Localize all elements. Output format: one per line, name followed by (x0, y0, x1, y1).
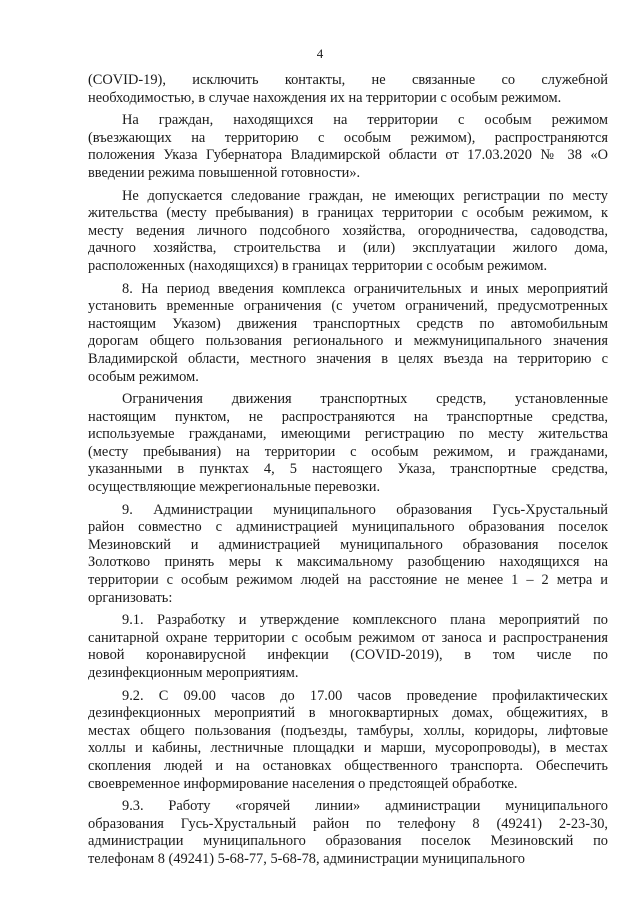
text-line: дезинфекционным мероприятиям. (88, 665, 299, 681)
text-line: введении режима повышенной готовности». (88, 164, 361, 181)
paragraph (88, 188, 608, 276)
text-line: организовать: (88, 589, 173, 606)
paragraph (88, 502, 608, 608)
text-line: 9.3. Работу «горячей линии» администрации муниципального (122, 798, 608, 815)
text-line: используемые гражданами, имеющими регистрацию по месту жительства (88, 426, 608, 443)
text-line: (въезжающих на территорию с особым режимом), распространяются (88, 129, 608, 146)
text-line: администрации муниципального образования поселок Мезиновский по (88, 833, 608, 850)
text-line: расположенных (находящихся) в границах территории с особым режимом. (88, 257, 548, 274)
text-line: положения Указа Губернатора Владимирской области от 17.03.2020 № 38 «О (88, 147, 608, 164)
text-line: Владимирской области, местного значения в целях въезда на территорию с (88, 350, 608, 367)
text-line: 8. На период введения комплекса ограничительных и иных мероприятий (122, 280, 608, 297)
text-line: холлы и кабины, лестничные площадки и марши, мусоропроводы), в местах (88, 740, 608, 757)
text-line: На граждан, находящихся на территории с особым режимом (122, 112, 608, 129)
text-line: местах общего пользования (подъезды, тамбуры, холлы, коридоры, лифтовые (88, 722, 608, 739)
text-line: месту ведения личного подсобного хозяйства, огородничества, садоводства, (88, 222, 608, 239)
text-line: Золотково принять меры к максимальному разобщению находящихся на (88, 554, 608, 571)
text-line: настоящим пунктом, не распространяются на транспортные средства, (88, 408, 608, 425)
text-line: дорогам общего пользования регионального и межмуниципального значения (88, 333, 608, 350)
text-line: район совместно с администрацией муниципального образования поселок (88, 519, 608, 536)
paragraph (88, 391, 608, 497)
paragraph (88, 112, 608, 182)
paragraph (88, 688, 608, 794)
text-line: 9.2. С 09.00 часов до 17.00 часов проведение профилактических (122, 687, 608, 704)
paragraph (88, 281, 608, 387)
document-body (88, 72, 608, 869)
text-line: дачного хозяйства, строительства и (или) эксплуатации жилого дома, (88, 240, 608, 257)
text-line: установить временные ограничения (с учетом ограничений, предусмотренных (88, 298, 608, 315)
text-line: Не допускается следование граждан, не имеющих регистрации по месту (122, 187, 608, 204)
text-line: образования Гусь-Хрустальный район по телефону 8 (49241) 2-23-30, (88, 815, 608, 832)
text-line: настоящим Указом) движения транспортных средств по автомобильным (88, 315, 608, 332)
text-line: необходимостью, в случае нахождения их на территории с особым режимом. (88, 89, 562, 106)
text-line: территории с особым режимом людей на расстояние не менее 1 – 2 метра и (88, 572, 608, 589)
text-line: Ограничения движения транспортных средств, установленные (122, 391, 608, 408)
text-line: осуществляющие межрегиональные перевозки. (88, 479, 381, 496)
text-line: санитарной охране территории с особым режимом от заноса и распространения (88, 629, 608, 646)
text-line: телефонам 8 (49241) 5-68-77, 5-68-78, администрации муниципального (88, 850, 525, 867)
page-number: 4 (316, 46, 324, 61)
text-line: особым режимом. (88, 368, 199, 385)
text-line: Мезиновский и администрацией муниципального образования поселок (88, 536, 608, 553)
text-line: жительства (месту пребывания) в границах территории с особым режимом, к (88, 205, 608, 222)
paragraph (88, 612, 608, 682)
text-line: 9. Администрации муниципального образования Гусь-Хрустальный (122, 501, 608, 518)
paragraph (88, 72, 608, 107)
paragraph (88, 798, 608, 868)
text-line: (месту пребывания) на территории с особым режимом, и гражданами, (88, 443, 608, 460)
text-line: дезинфекционных мероприятий в многоквартирных домах, общежитиях, в (88, 705, 608, 722)
text-line: своевременное информирование населения о предстоящей обработке. (88, 775, 518, 792)
text-line: скопления людей и на остановках общественного транспорта. Обеспечить (88, 757, 608, 774)
text-line: 9.1. Разработку и утверждение комплексного плана мероприятий по (122, 612, 608, 629)
text-line: указанными в пунктах 4, 5 настоящего Указа, транспортные средства, (88, 461, 608, 478)
text-line: (COVID-19), исключить контакты, не связанные со служебной (88, 72, 608, 88)
text-line: новой коронавирусной инфекции (COVID-2019), в том числе по (88, 647, 608, 664)
